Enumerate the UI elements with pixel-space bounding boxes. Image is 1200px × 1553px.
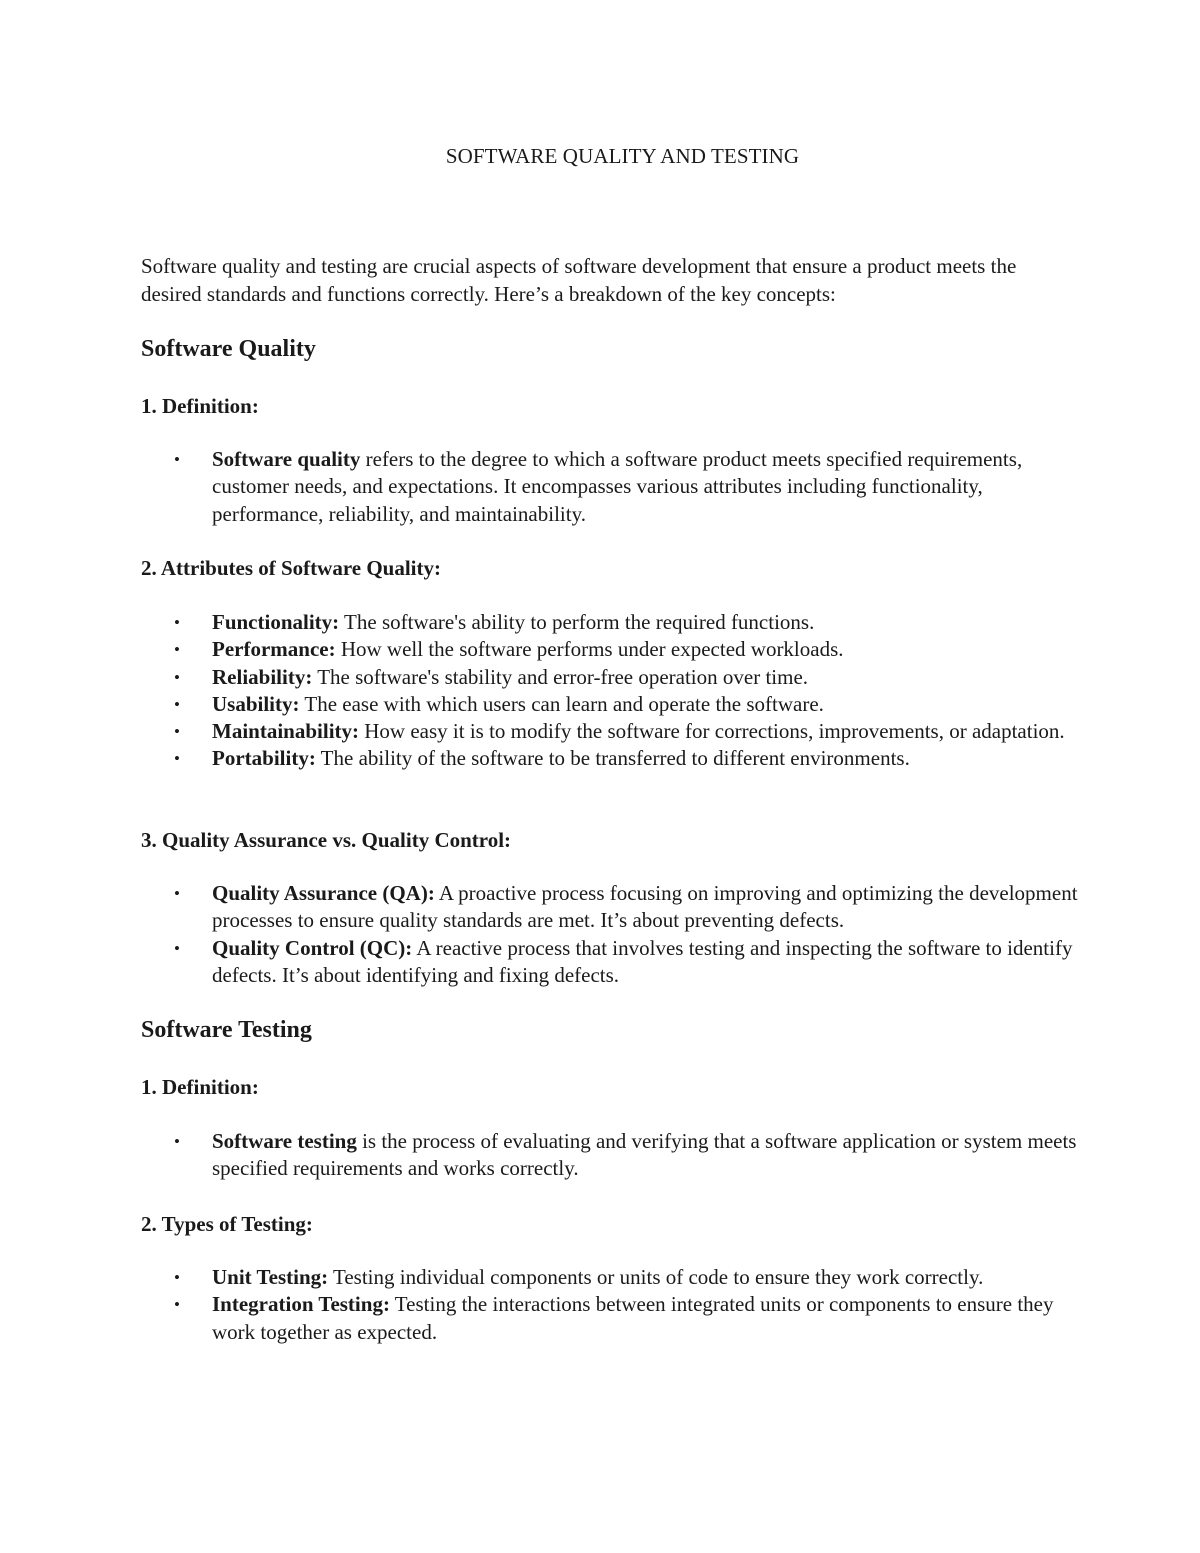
bullet-icon: • xyxy=(174,884,180,903)
section-heading-software-quality: Software Quality xyxy=(141,336,316,362)
quality-definition-list xyxy=(141,446,1081,528)
bullet-icon: • xyxy=(174,749,180,769)
subheading-testing-definition: 1. Definition: xyxy=(141,1075,259,1099)
term: Usability: xyxy=(212,691,300,716)
description: A proactive process focusing on improving and optimizing the development processes to ensure quality standards are met. It’s about preventing defects. xyxy=(212,881,1078,933)
term: Unit Testing: xyxy=(212,1265,329,1289)
intro-paragraph: Software quality and testing are crucial aspects of software development that ensure a product meets the desired standards and functions correctly. Here’s a breakdown of the key concepts: xyxy=(141,254,1017,306)
description: Testing the interactions between integrated units or components to ensure they work together as expected. xyxy=(212,1292,1054,1344)
list-item xyxy=(141,745,1081,772)
description: refers to the degree to which a software product meets specified requirements, customer needs, and expectations. It encompasses various attributes including functionality, performance, reliability, and maintainability. xyxy=(212,447,1023,526)
bullet-icon: • xyxy=(174,450,180,469)
description: How well the software performs under expected workloads. xyxy=(335,637,844,662)
list-item xyxy=(141,718,1081,745)
list-item xyxy=(141,691,1081,718)
bullet-icon: • xyxy=(174,938,180,958)
bullet-icon: • xyxy=(174,667,180,687)
term: Portability: xyxy=(212,746,316,771)
subheading-quality-attributes: 2. Attributes of Software Quality: xyxy=(141,556,441,580)
list-item xyxy=(141,935,1081,990)
term: Performance: xyxy=(212,637,336,662)
description: A reactive process that involves testing and inspecting the software to identify defects. It’s about identifying and fixing defects. xyxy=(212,935,1073,987)
description: is the process of evaluating and verifying that a software application or system meets specified requirements and works correctly. xyxy=(212,1129,1077,1181)
bullet-icon: • xyxy=(174,722,180,742)
testing-types-list xyxy=(141,1264,1081,1346)
term: Integration Testing: xyxy=(212,1292,390,1317)
description: The software's ability to perform the required functions. xyxy=(339,610,815,634)
section-heading-software-testing: Software Testing xyxy=(141,1017,312,1043)
list-item xyxy=(141,1291,1081,1346)
term: Functionality: xyxy=(212,610,340,634)
list-item xyxy=(141,1128,1081,1183)
list-item xyxy=(141,446,1081,528)
qa-qc-list xyxy=(141,880,1081,989)
bullet-icon: • xyxy=(174,694,180,714)
term: Maintainability: xyxy=(212,719,360,744)
list-item xyxy=(141,664,1081,691)
term: Software quality xyxy=(212,447,361,471)
description: The software's stability and error-free operation over time. xyxy=(312,664,809,689)
subheading-quality-definition: 1. Definition: xyxy=(141,394,259,418)
list-item xyxy=(141,1264,1081,1291)
document-title: SOFTWARE QUALITY AND TESTING xyxy=(445,144,800,168)
bullet-icon: • xyxy=(174,1268,180,1287)
bullet-icon: • xyxy=(174,640,180,660)
subheading-types-of-testing: 2. Types of Testing: xyxy=(141,1212,313,1236)
list-item xyxy=(141,609,1081,636)
bullet-icon: • xyxy=(174,613,180,632)
list-item xyxy=(141,636,1081,663)
description: The ease with which users can learn and operate the software. xyxy=(299,691,824,716)
quality-attributes-list xyxy=(141,609,1081,773)
term: Reliability: xyxy=(212,664,313,689)
description: The ability of the software to be transferred to different environments. xyxy=(315,746,910,771)
subheading-qa-vs-qc: 3. Quality Assurance vs. Quality Control: xyxy=(141,828,512,852)
term: Quality Control (QC): xyxy=(212,935,413,960)
description: Testing individual components or units of code to ensure they work correctly. xyxy=(328,1265,984,1289)
testing-definition-list xyxy=(141,1128,1081,1183)
list-item xyxy=(141,880,1081,935)
term: Software testing xyxy=(212,1129,357,1153)
description: How easy it is to modify the software for corrections, improvements, or adaptation. xyxy=(359,719,1065,744)
bullet-icon: • xyxy=(174,1295,180,1315)
bullet-icon: • xyxy=(174,1132,180,1151)
term: Quality Assurance (QA): xyxy=(212,881,435,905)
